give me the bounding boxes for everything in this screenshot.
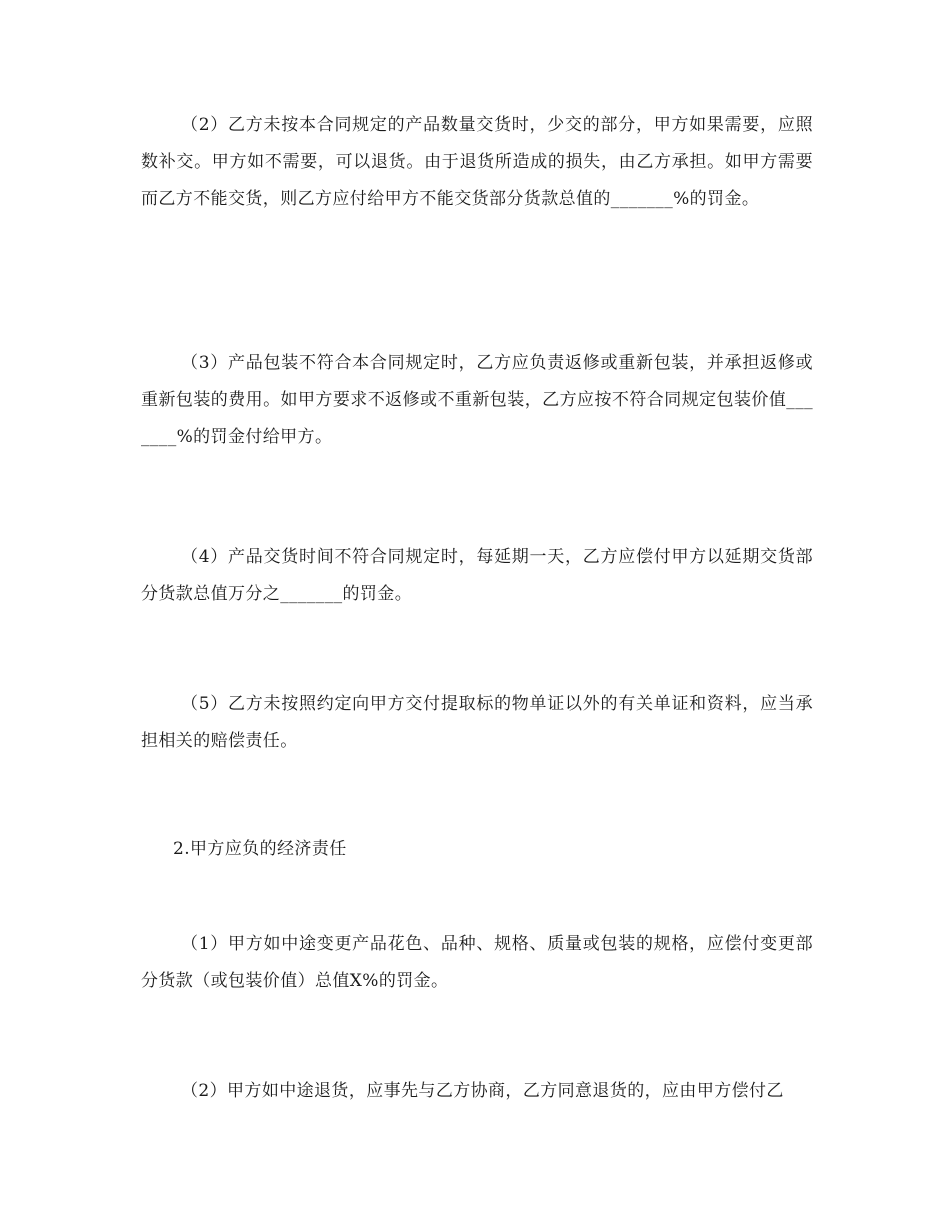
clause-paragraph: （4）产品交货时间不符合同规定时，每延期一天，乙方应偿付甲方以延期交货部分货款总值万分之_______的罚金。 <box>141 547 813 604</box>
clause-paragraph: （5）乙方未按照约定向甲方交付提取标的物单证以外的有关单证和资料，应当承担相关的赔偿责任。 <box>141 694 813 751</box>
clause-paragraph: （3）产品包装不符合本合同规定时，乙方应负责返修或重新包装，并承担返修或重新包装的费用。如甲方要求不返修或不重新包装，乙方应按不符合同规定包装价值_______%的罚金付给甲方。 <box>141 353 813 447</box>
section-heading: 2.甲方应负的经济责任 <box>173 839 347 859</box>
clause-paragraph: （1）甲方如中途变更产品花色、品种、规格、质量或包装的规格，应偿付变更部分货款（或包装价值）总值X%的罚金。 <box>141 934 813 991</box>
clause-paragraph: （2）甲方如中途退货，应事先与乙方协商，乙方同意退货的，应由甲方偿付乙 <box>181 1081 784 1101</box>
clause-paragraph: （2）乙方未按本合同规定的产品数量交货时，少交的部分，甲方如果需要，应照数补交。甲方如不需要，可以退货。由于退货所造成的损失，由乙方承担。如甲方需要而乙方不能交货，则乙方应付给甲方不能交货部分货款总值的_______%的罚金。 <box>141 115 813 209</box>
